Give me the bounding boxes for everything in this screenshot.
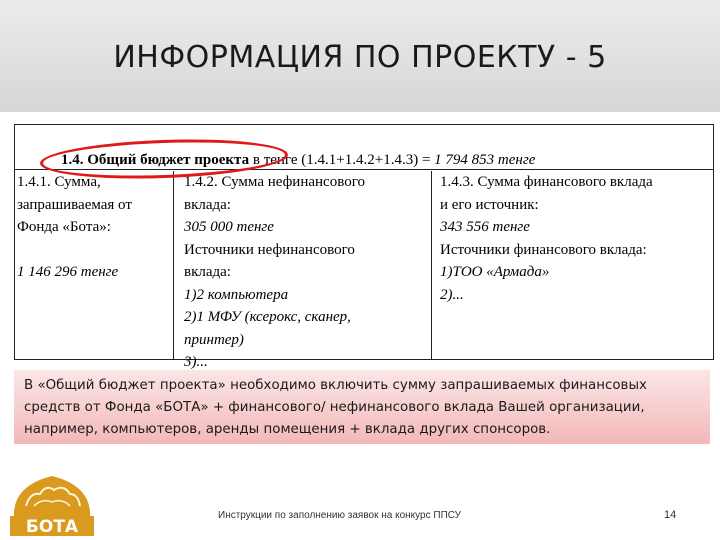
non-financial-sources-label: вклада:: [184, 264, 231, 280]
logo-text: БОТА: [25, 517, 79, 537]
total-budget-value: 1 794 853 тенге: [434, 152, 536, 168]
requested-amount-value: 1 146 296 тенге: [17, 263, 119, 280]
page-number: 14: [664, 509, 677, 521]
slide-title: ИНФОРМАЦИЯ ПО ПРОЕКТУ - 5: [113, 40, 607, 75]
total-budget-formula: в тенге (1.4.1+1.4.2+1.4.3) =: [249, 152, 435, 168]
note-line: В «Общий бюджет проекта» необходимо включить сумму запрашиваемых финансовых: [24, 378, 647, 393]
non-financial-contribution-cell: [173, 171, 440, 370]
non-financial-amount: 305 000 тенге: [184, 219, 274, 235]
non-financial-source-item: 3)...: [184, 354, 208, 370]
non-financial-source-item: 1)2 компьютера: [184, 286, 289, 303]
instruction-note: [14, 370, 710, 444]
note-line: средств от Фонда «БОТА» + финансового/ нефинансового вклада Вашей организации,: [24, 400, 645, 415]
footer-text: Инструкции по заполнению заявок на конкурс ППСУ: [218, 510, 461, 521]
requested-amount-label-line: запрашиваемая от: [17, 196, 132, 213]
note-line: например, компьютеров, аренды помещения + вклада других спонсоров.: [24, 422, 551, 437]
financial-source-item: 2)...: [440, 286, 464, 303]
financial-label-line: 1.4.3. Сумма финансового вклада: [440, 174, 653, 190]
bota-logo-icon: [8, 472, 96, 538]
requested-amount-cell: [15, 171, 173, 359]
financial-amount: 343 556 тенге: [440, 219, 530, 235]
financial-sources-label: Источники финансового вклада:: [440, 241, 647, 258]
financial-source-item: 1)ТОО «Армада»: [440, 264, 550, 280]
non-financial-label-line: 1.4.2. Сумма нефинансового: [184, 174, 365, 190]
non-financial-source-item: принтер): [184, 331, 244, 348]
non-financial-label-line: вклада:: [184, 196, 231, 213]
non-financial-source-item: 2)1 МФУ (ксерокс, сканер,: [184, 309, 351, 325]
requested-amount-label-line: Фонда «Бота»:: [17, 219, 111, 235]
non-financial-sources-label: Источники нефинансового: [184, 241, 355, 258]
total-budget-label: 1.4. Общий бюджет проекта: [61, 152, 250, 168]
requested-amount-label-line: 1.4.1. Сумма,: [17, 174, 101, 190]
financial-label-line: и его источник:: [440, 196, 539, 213]
financial-contribution-cell: [431, 171, 720, 359]
